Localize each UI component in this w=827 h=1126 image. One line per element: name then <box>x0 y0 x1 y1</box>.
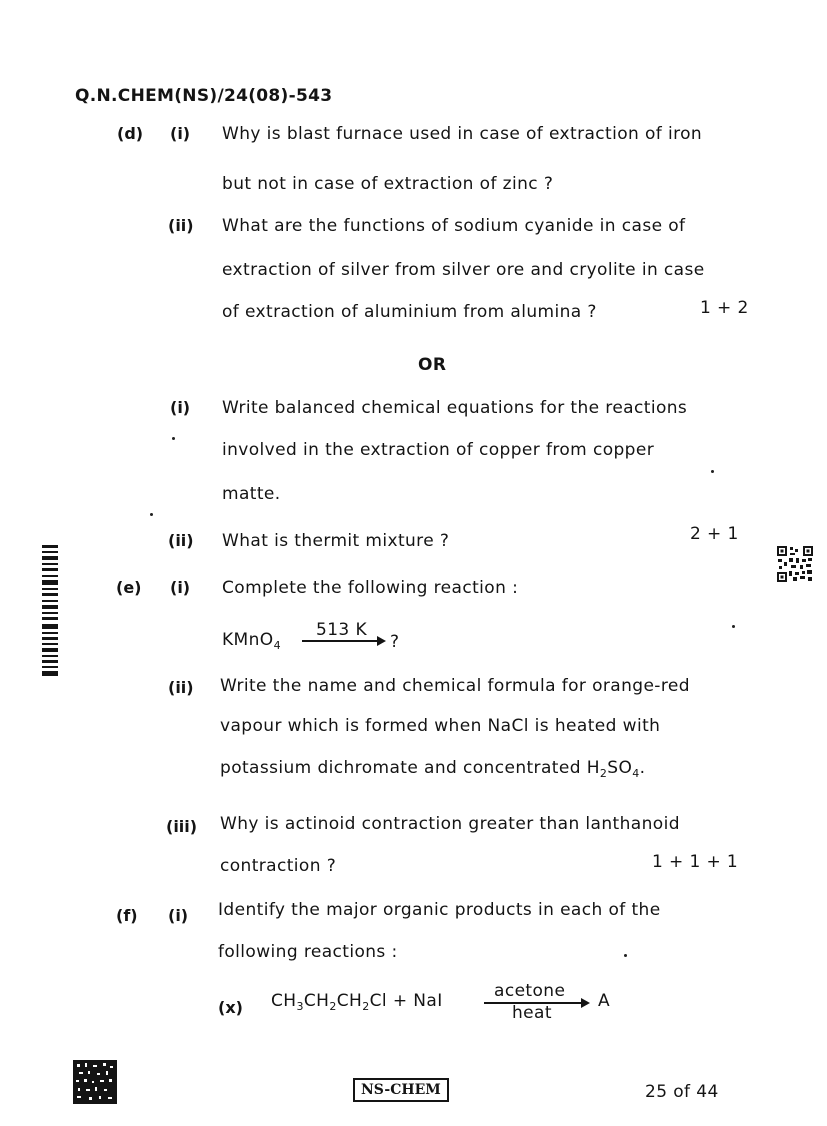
question-text: Write balanced chemical equations for the reactions <box>222 398 688 418</box>
subq-num: (ii) <box>168 216 194 235</box>
question-text: involved in the extraction of copper from copper <box>222 440 655 460</box>
question-label-d: (d) <box>117 124 144 143</box>
question-text: vapour which is formed when NaCl is heated with <box>220 716 661 736</box>
speck <box>732 625 735 628</box>
question-label-f: (f) <box>116 906 138 925</box>
question-label-e: (e) <box>116 578 142 597</box>
reaction-product: ? <box>390 632 400 652</box>
or-divider: OR <box>418 355 447 375</box>
subq-num: (i) <box>170 578 191 597</box>
question-text: extraction of silver from silver ore and cryolite in case <box>222 260 705 280</box>
subject-code-box: NS-CHEM <box>353 1078 449 1102</box>
question-text: Complete the following reaction : <box>222 578 519 598</box>
question-text: but not in case of extraction of zinc ? <box>222 174 554 194</box>
reaction-arrow <box>302 640 384 642</box>
question-text: following reactions : <box>218 942 398 962</box>
speck <box>624 954 627 957</box>
subq-num: (i) <box>168 906 189 925</box>
marks: 1 + 2 <box>700 298 749 318</box>
reaction-product: A <box>598 991 611 1011</box>
qr-code-icon <box>777 546 813 582</box>
marks: 2 + 1 <box>690 524 739 544</box>
question-text: of extraction of aluminium from alumina ? <box>222 302 597 322</box>
question-text: Write the name and chemical formula for orange-red <box>220 676 690 696</box>
subq-num: (iii) <box>166 817 198 836</box>
subq-num: (i) <box>170 124 191 143</box>
reaction-condition-above: acetone <box>494 981 566 1001</box>
question-text: Identify the major organic products in each of the <box>218 900 661 920</box>
page-number: 25 of 44 <box>645 1082 719 1102</box>
subq-num: (ii) <box>168 678 194 697</box>
question-text: Why is actinoid contraction greater than lanthanoid <box>220 814 680 834</box>
page-code-block-icon <box>73 1060 117 1104</box>
marks: 1 + 1 + 1 <box>652 852 739 872</box>
question-text: Why is blast furnace used in case of extraction of iron <box>222 124 703 144</box>
subq-num: (ii) <box>168 531 194 550</box>
question-text: contraction ? <box>220 856 337 876</box>
question-text: What are the functions of sodium cyanide in case of <box>222 216 686 236</box>
speck <box>150 513 153 516</box>
reaction-reactant: KMnO$_4$ <box>222 630 281 652</box>
subq-num: (i) <box>170 398 191 417</box>
speck <box>711 470 714 473</box>
reaction-condition: 513 K <box>316 620 367 640</box>
paper-code: Q.N.CHEM(NS)/24(08)-543 <box>75 86 333 106</box>
speck <box>172 437 175 440</box>
reaction-reactants: $CH_3CH_2CH_2Cl$ + NaI <box>271 991 443 1013</box>
question-text: What is thermit mixture ? <box>222 531 450 551</box>
side-barcode-icon <box>40 545 60 680</box>
reaction-condition-below: heat <box>512 1003 552 1023</box>
question-text: potassium dichromate and concentrated $H_2SO_4$. <box>220 758 646 780</box>
question-text: matte. <box>222 484 281 504</box>
reaction-num: (x) <box>218 998 243 1017</box>
